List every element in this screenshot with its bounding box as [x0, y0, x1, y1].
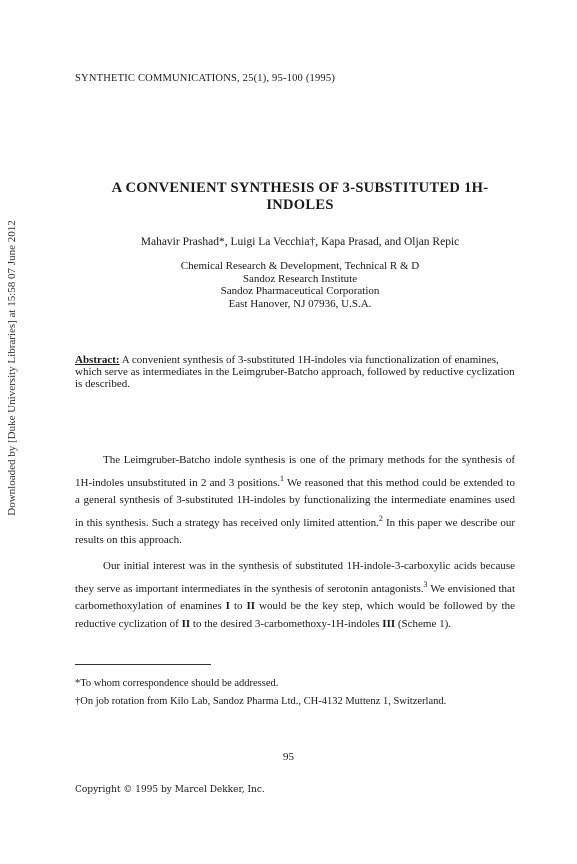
compound-label: II [181, 617, 191, 630]
body-paragraph-2 [75, 558, 515, 633]
paragraph-text: We reasoned that this method could be extended to a general synthesis of 3-substituted 1H-indoles by functionalizing the intermediate enamines used in this synthesis. Such a strategy has received only limited attention. [75, 476, 515, 529]
reference-1: 1 [279, 473, 284, 483]
footnote-correspondence: *To whom correspondence should be addressed. [75, 678, 279, 689]
abstract-text: A convenient synthesis of 3-substituted 1H-indoles via functionalization of enamines, which serve as intermediates in the Leimgruber-Batcho approach, followed by reductive cyclization is described. [75, 354, 515, 390]
page-number: 95 [283, 751, 294, 763]
article-title [60, 180, 540, 214]
affiliation-line: Sandoz Pharmaceutical Corporation [220, 285, 380, 297]
watermark-text: Downloaded by [Duke University Libraries] at 15:58 07 June 2012 [6, 220, 18, 516]
paragraph-text: to [229, 600, 247, 612]
affiliation-line: Chemical Research & Development, Technical R & D [180, 260, 420, 272]
compound-label: II [246, 600, 256, 612]
abstract [75, 354, 515, 390]
affiliation-line: Sandoz Research Institute [242, 272, 358, 285]
author-list: Mahavir Prashad*, Luigi La Vecchia†, Kapa Prasad, and Oljan Repic [140, 236, 460, 248]
compound-label: III [382, 617, 396, 630]
title-line-1: A CONVENIENT SYNTHESIS OF 3-SUBSTITUTED 1H- [111, 180, 489, 196]
copyright-notice: Copyright © 1995 by Marcel Dekker, Inc. [75, 785, 265, 795]
paragraph-text: (Scheme 1). [395, 617, 452, 630]
affiliation [60, 260, 540, 310]
paragraph-text: The Leimgruber-Batcho indole synthesis is one of the primary methods for the synthesis of 1H-indoles unsubstituted in 2 and 3 positions. [75, 454, 515, 489]
reference-3: 3 [423, 579, 428, 589]
affiliation-line: East Hanover, NJ 07936, U.S.A. [228, 297, 372, 310]
reference-2: 2 [378, 513, 383, 523]
abstract-heading: Abstract: [75, 354, 120, 366]
paragraph-text: would be the key step, which would be followed by the reductive cyclization of [75, 600, 515, 630]
paragraph-text: Our initial interest was in the synthesis of substituted 1H-indole-3-carboxylic acids because they serve as important intermediates in the synthesis of serotonin antagonists. [75, 560, 515, 595]
footnote-divider [75, 664, 211, 665]
journal-header: SYNTHETIC COMMUNICATIONS, 25(1), 95-100 (1995) [75, 73, 336, 84]
title-line-2: INDOLES [266, 197, 334, 213]
body-paragraph-1 [75, 452, 515, 550]
paragraph-text: We envisioned that carbomethoxylation of enamines [75, 582, 516, 612]
paragraph-text: In this paper we describe our results on this approach. [75, 516, 516, 546]
compound-label: I [225, 600, 230, 612]
paragraph-text: to the desired 3-carbomethoxy-1H-indoles [190, 617, 383, 630]
footnote-job-rotation: †On job rotation from Kilo Lab, Sandoz Pharma Ltd., CH-4132 Muttenz 1, Switzerland. [75, 696, 447, 707]
